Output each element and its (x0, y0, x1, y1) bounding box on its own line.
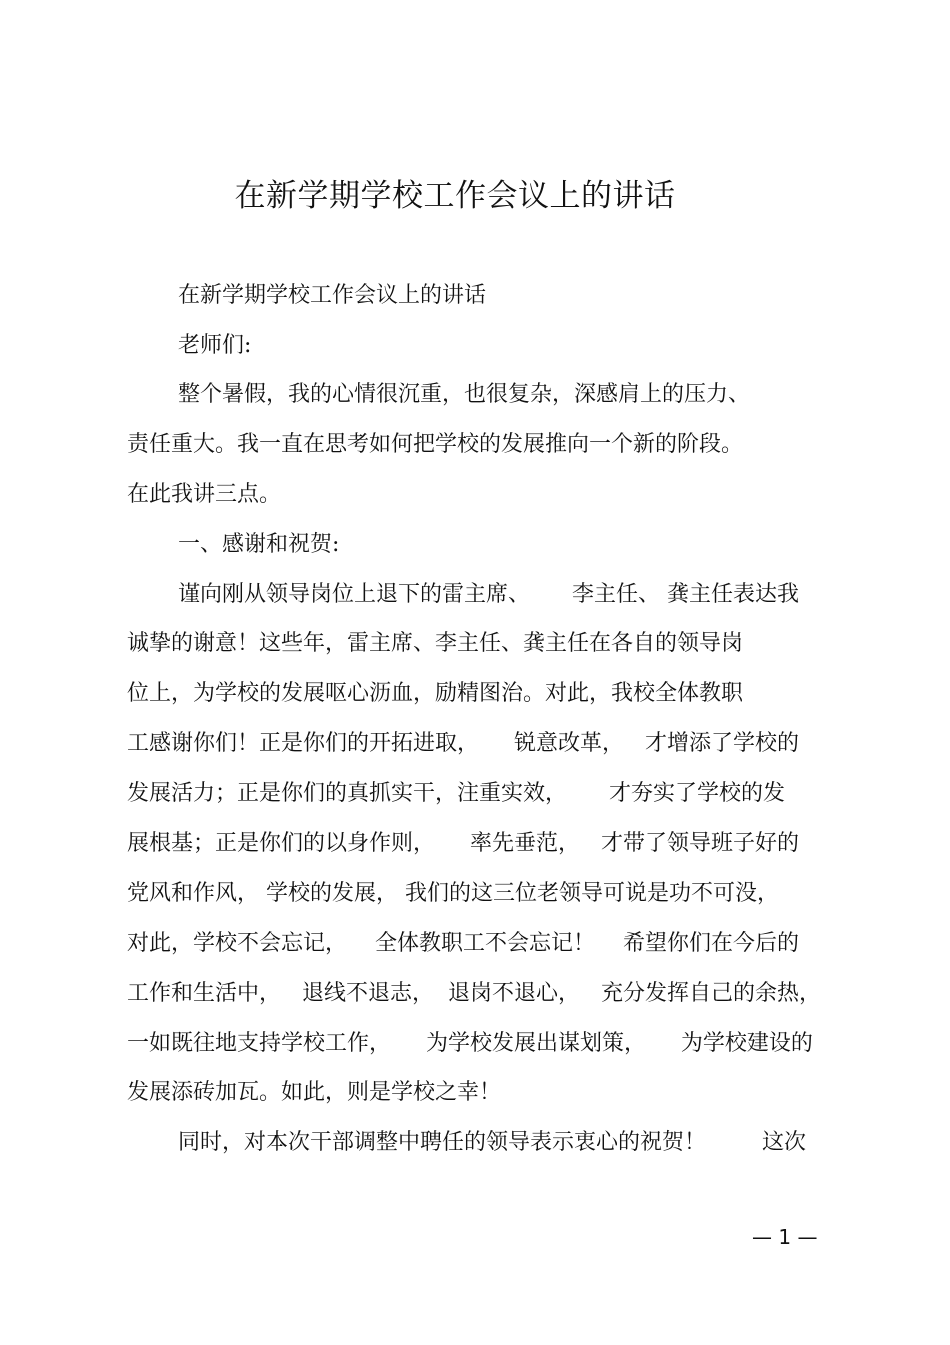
paragraph-line: 工作和生活中， 退线不退志， 退岗不退心， 充分发挥自己的余热， (127, 981, 821, 1006)
paragraph-line: 发展活力；正是你们的真抓实干，注重实效， 才夯实了学校的发 (127, 781, 785, 806)
paragraph-line: 诚挚的谢意！这些年，雷主席、李主任、龚主任在各自的领导岗 (127, 631, 744, 656)
paragraph-line: 在此我讲三点。 (127, 482, 282, 507)
paragraph-line: 同时，对本次干部调整中聘任的领导表示衷心的祝贺！ 这次 (178, 1130, 806, 1155)
salutation-line: 老师们: (178, 333, 252, 358)
page-number: — 1 — (752, 1225, 818, 1249)
paragraph-line: 责任重大。我一直在思考如何把学校的发展推向一个新的阶段。 (127, 432, 744, 457)
paragraph-line: 一如既往地支持学校工作， 为学校发展出谋划策， 为学校建设的 (127, 1031, 813, 1056)
paragraph-line: 党风和作风， 学校的发展， 我们的这三位老领导可说是功不可没， (127, 881, 779, 906)
paragraph-line: 工感谢你们！正是你们的开拓进取， 锐意改革， 才增添了学校的 (127, 731, 799, 756)
paragraph-line: 谨向刚从领导岗位上退下的雷主席、 李主任、 龚主任表达我 (178, 582, 799, 607)
paragraph-line: 位上，为学校的发展呕心沥血，励精图治。对此，我校全体教职 (127, 681, 744, 706)
document-title: 在新学期学校工作会议上的讲话 (234, 178, 676, 214)
subtitle-line: 在新学期学校工作会议上的讲话 (178, 283, 487, 308)
paragraph-line: 展根基；正是你们的以身作则， 率先垂范， 才带了领导班子好的 (127, 831, 799, 856)
paragraph-line: 对此，学校不会忘记， 全体教职工不会忘记！ 希望你们在今后的 (127, 931, 799, 956)
section-heading: 一、感谢和祝贺: (178, 532, 340, 557)
paragraph-line: 整个暑假，我的心情很沉重，也很复杂，深感肩上的压力、 (178, 382, 751, 407)
paragraph-line: 发展添砖加瓦。如此，则是学校之幸！ (127, 1080, 502, 1105)
